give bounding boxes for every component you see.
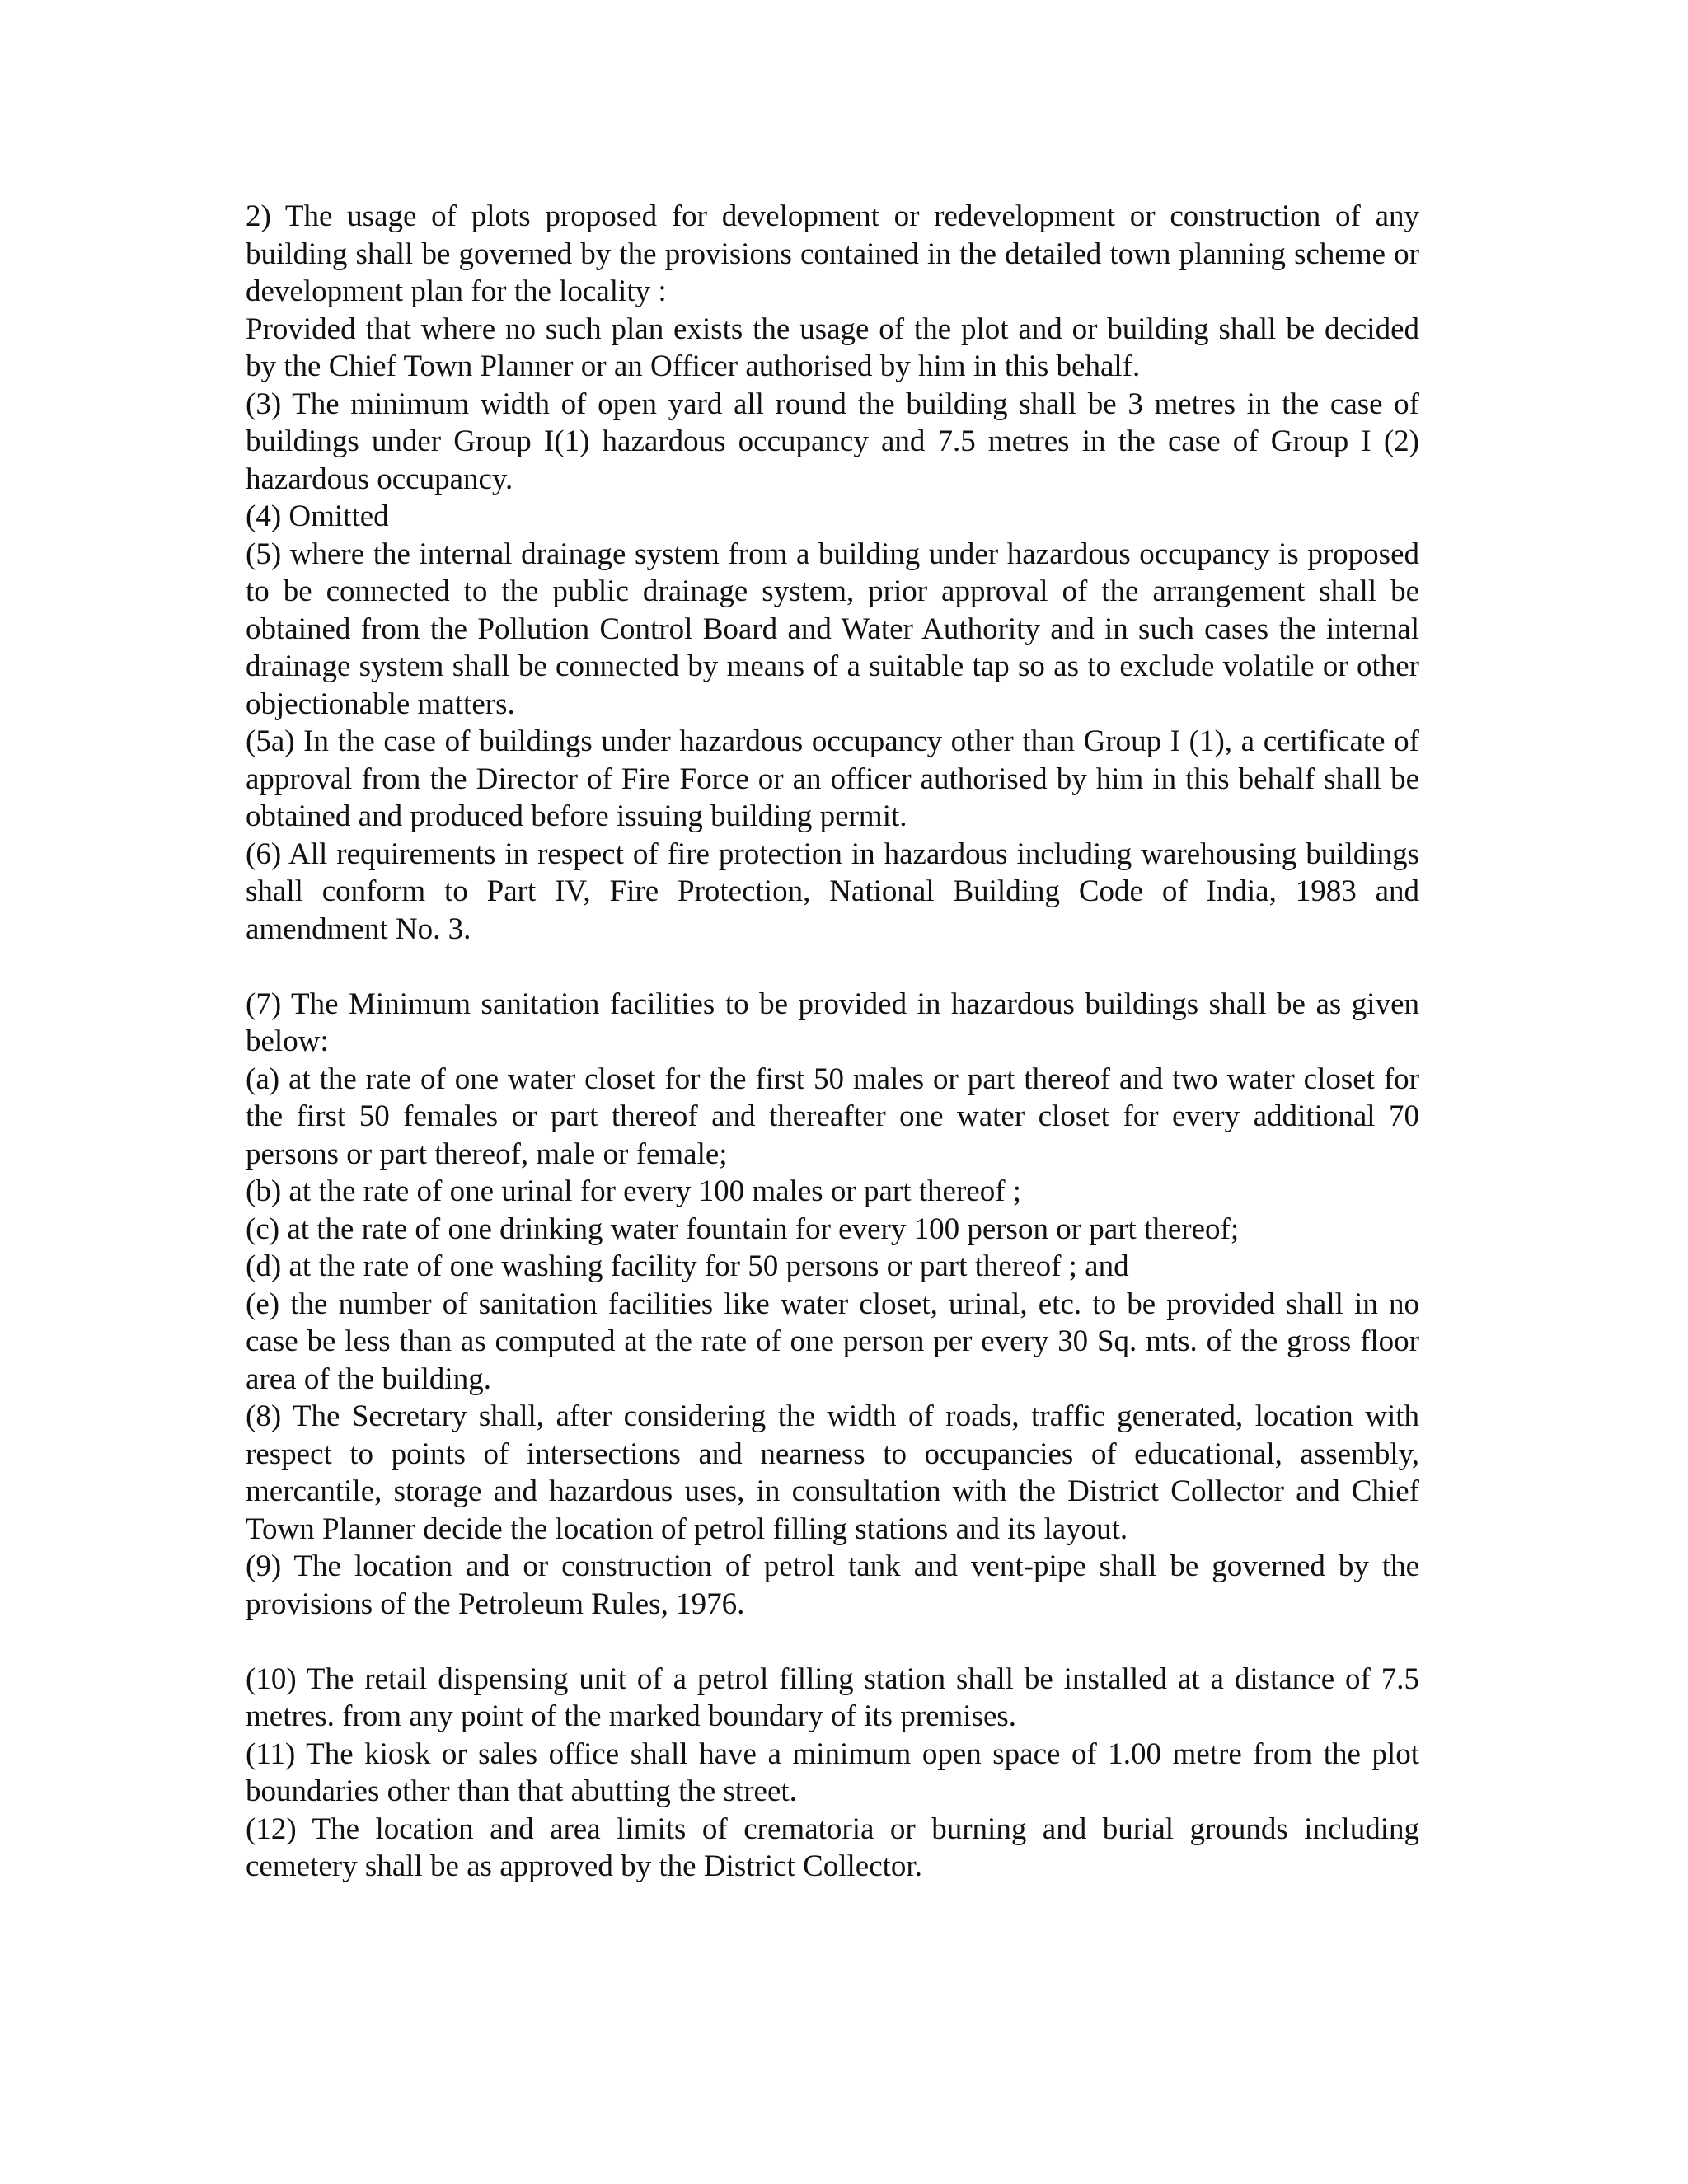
paragraph-gap: [246, 1623, 1419, 1661]
paragraph-6-fire-protection: (6) All requirements in respect of fire protection in hazardous including warehousing buildings shall conform to Part IV, Fire Protection, National Building Code of India, 1983 and amendment No. 3.: [246, 837, 1419, 946]
paragraph-9-petrol-tank: (9) The location and or construction of petrol tank and vent-pipe shall be governed by the provisions of the Petroleum Rules, 1976.: [246, 1549, 1419, 1621]
paragraph-10-dispensing-unit: (10) The retail dispensing unit of a petrol filling station shall be installed at a distance of 7.5 metres. from any point of the marked boundary of its premises.: [246, 1661, 1419, 1733]
paragraph-11-kiosk: (11) The kiosk or sales office shall have a minimum open space of 1.00 metre from the plot boundaries other than that abutting the street.: [246, 1736, 1419, 1808]
paragraph-7c-drinking-water: (c) at the rate of one drinking water fountain for every 100 person or part thereof;: [246, 1212, 1240, 1246]
document-page: [246, 198, 1419, 1886]
paragraph-5a-fire-certificate: (5a) In the case of buildings under hazardous occupancy other than Group I (1), a certificate of approval from the Director of Fire Force or an officer authorised by him in this behalf shall be obtained and produced before issuing building permit.: [246, 724, 1419, 833]
paragraph-7d-washing: (d) at the rate of one washing facility for 50 persons or part thereof ; and: [246, 1249, 1129, 1283]
paragraph-7e-facility-count: (e) the number of sanitation facilities like water closet, urinal, etc. to be provided shall in no case be less than as computed at the rate of one person per every 30 Sq. mts. of the gross floor area of the building.: [246, 1286, 1419, 1396]
paragraph-8-petrol-station-location: (8) The Secretary shall, after considering the width of roads, traffic generated, location with respect to points of intersections and nearness to occupancies of educational, assembly, mercantile, storage and hazardous uses, in consultation with the District Collector and Chief Town Planner decide the location of petrol filling stations and its layout.: [246, 1399, 1419, 1546]
paragraph-12-crematoria: (12) The location and area limits of crematoria or burning and burial grounds including cemetery shall be as approved by the District Collector.: [246, 1811, 1419, 1883]
paragraph-7a-water-closet: (a) at the rate of one water closet for the first 50 males or part thereof and two water closet for the first 50 females or part thereof and thereafter one water closet for every additional 70 persons or part thereof, male or female;: [246, 1062, 1419, 1171]
paragraph-4-omitted: (4) Omitted: [246, 499, 389, 533]
paragraph-2-plot-usage: 2) The usage of plots proposed for development or redevelopment or construction of any building shall be governed by the provisions contained in the detailed town planning scheme or development plan for the locality :: [246, 199, 1419, 308]
paragraph-7b-urinal: (b) at the rate of one urinal for every 100 males or part thereof ;: [246, 1174, 1022, 1208]
paragraph-proviso: Provided that where no such plan exists the usage of the plot and or building shall be decided by the Chief Town Planner or an Officer authorised by him in this behalf.: [246, 312, 1419, 383]
paragraph-gap: [246, 948, 1419, 986]
paragraph-7-sanitation: (7) The Minimum sanitation facilities to be provided in hazardous buildings shall be as given below:: [246, 987, 1419, 1058]
paragraph-3-open-yard: (3) The minimum width of open yard all round the building shall be 3 metres in the case of buildings under Group I(1) hazardous occupancy and 7.5 metres in the case of Group I (2) hazardous occupancy.: [246, 387, 1419, 496]
paragraph-5-drainage: (5) where the internal drainage system from a building under hazardous occupancy is proposed to be connected to the public drainage system, prior approval of the arrangement shall be obtained from the Pollution Control Board and Water Authority and in such cases the internal drainage system shall be connected by means of a suitable tap so as to exclude volatile or other objectionable matters.: [246, 537, 1419, 721]
